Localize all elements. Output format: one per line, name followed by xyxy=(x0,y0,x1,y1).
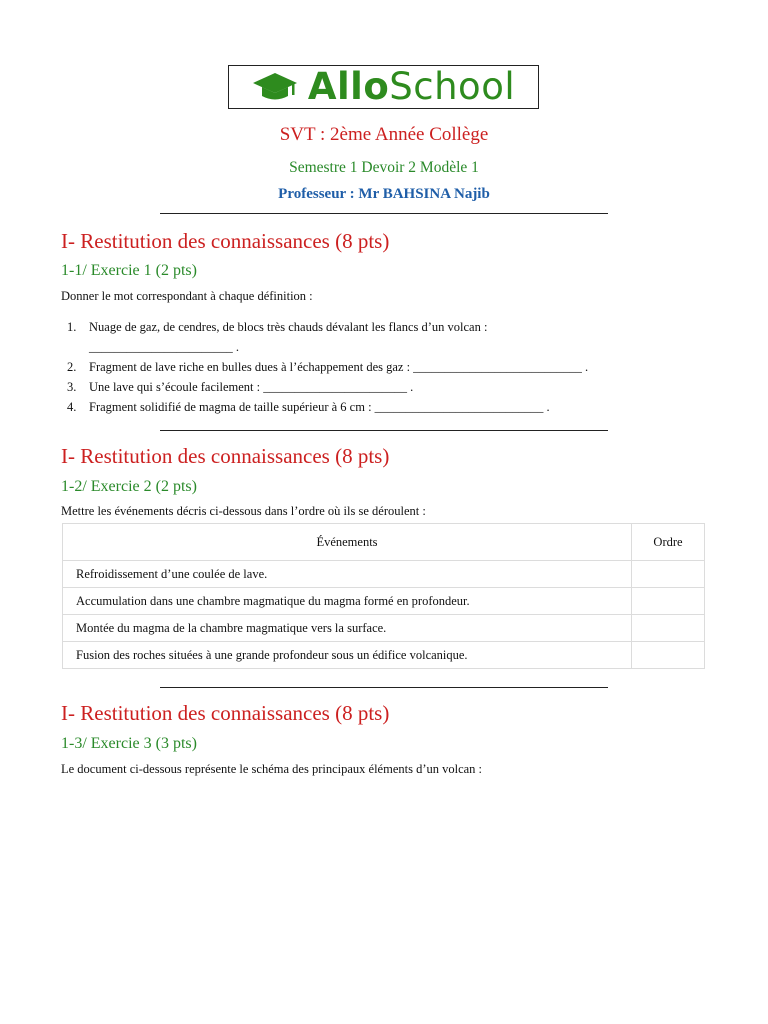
exercise-title: 1-1/ Exercie 1 (2 pts) xyxy=(61,262,197,279)
event-cell: Refroidissement d’une coulée de lave. xyxy=(63,561,632,588)
logo-text: AlloSchool xyxy=(307,65,516,108)
section-title: I- Restitution des connaissances (8 pts) xyxy=(61,444,390,468)
exercise-instructions: Donner le mot correspondant à chaque définition : xyxy=(61,289,313,303)
column-header-order: Ordre xyxy=(632,524,705,561)
divider xyxy=(160,687,608,688)
list-item: 1. Nuage de gaz, de cendres, de blocs très chauds dévalant les flancs d’un volcan : xyxy=(67,320,488,334)
events-table xyxy=(62,523,705,669)
exercise-instructions: Mettre les événements décris ci-dessous dans l’ordre où ils se déroulent : xyxy=(61,504,426,518)
answer-blank: _______________________ . xyxy=(89,340,239,354)
professor-name: Professeur : Mr BAHSINA Najib xyxy=(278,186,490,202)
section-title: I- Restitution des connaissances (8 pts) xyxy=(61,229,390,253)
order-cell xyxy=(632,588,705,615)
list-item: 3. Une lave qui s’écoule facilement : _______________________ . xyxy=(67,380,414,394)
order-cell xyxy=(632,561,705,588)
event-cell: Montée du magma de la chambre magmatique vers la surface. xyxy=(63,615,632,642)
exercise-title: 1-3/ Exercie 3 (3 pts) xyxy=(61,735,197,752)
page-subtitle: Semestre 1 Devoir 2 Modèle 1 xyxy=(289,159,479,176)
divider xyxy=(160,213,608,214)
section-title: I- Restitution des connaissances (8 pts) xyxy=(61,701,390,725)
table-row xyxy=(63,561,705,588)
page-title: SVT : 2ème Année Collège xyxy=(279,124,489,145)
alloschool-logo xyxy=(228,65,539,109)
event-cell: Fusion des roches situées à une grande profondeur sous un édifice volcanique. xyxy=(63,642,632,669)
graduation-cap-icon xyxy=(252,71,298,103)
exercise-instructions: Le document ci-dessous représente le schéma des principaux éléments d’un volcan : xyxy=(61,762,483,776)
table-row xyxy=(63,642,705,669)
table-row xyxy=(63,615,705,642)
exercise-title: 1-2/ Exercie 2 (2 pts) xyxy=(61,478,197,495)
column-header-events: Événements xyxy=(63,524,632,561)
order-cell xyxy=(632,615,705,642)
table-header-row xyxy=(63,524,705,561)
event-cell: Accumulation dans une chambre magmatique du magma formé en profondeur. xyxy=(63,588,632,615)
divider xyxy=(160,430,608,431)
list-item: 2. Fragment de lave riche en bulles dues à l’échappement des gaz : ___________________________ . xyxy=(67,360,589,374)
list-item: 4. Fragment solidifié de magma de taille supérieur à 6 cm : ___________________________ . xyxy=(67,400,550,414)
table-row xyxy=(63,588,705,615)
order-cell xyxy=(632,642,705,669)
